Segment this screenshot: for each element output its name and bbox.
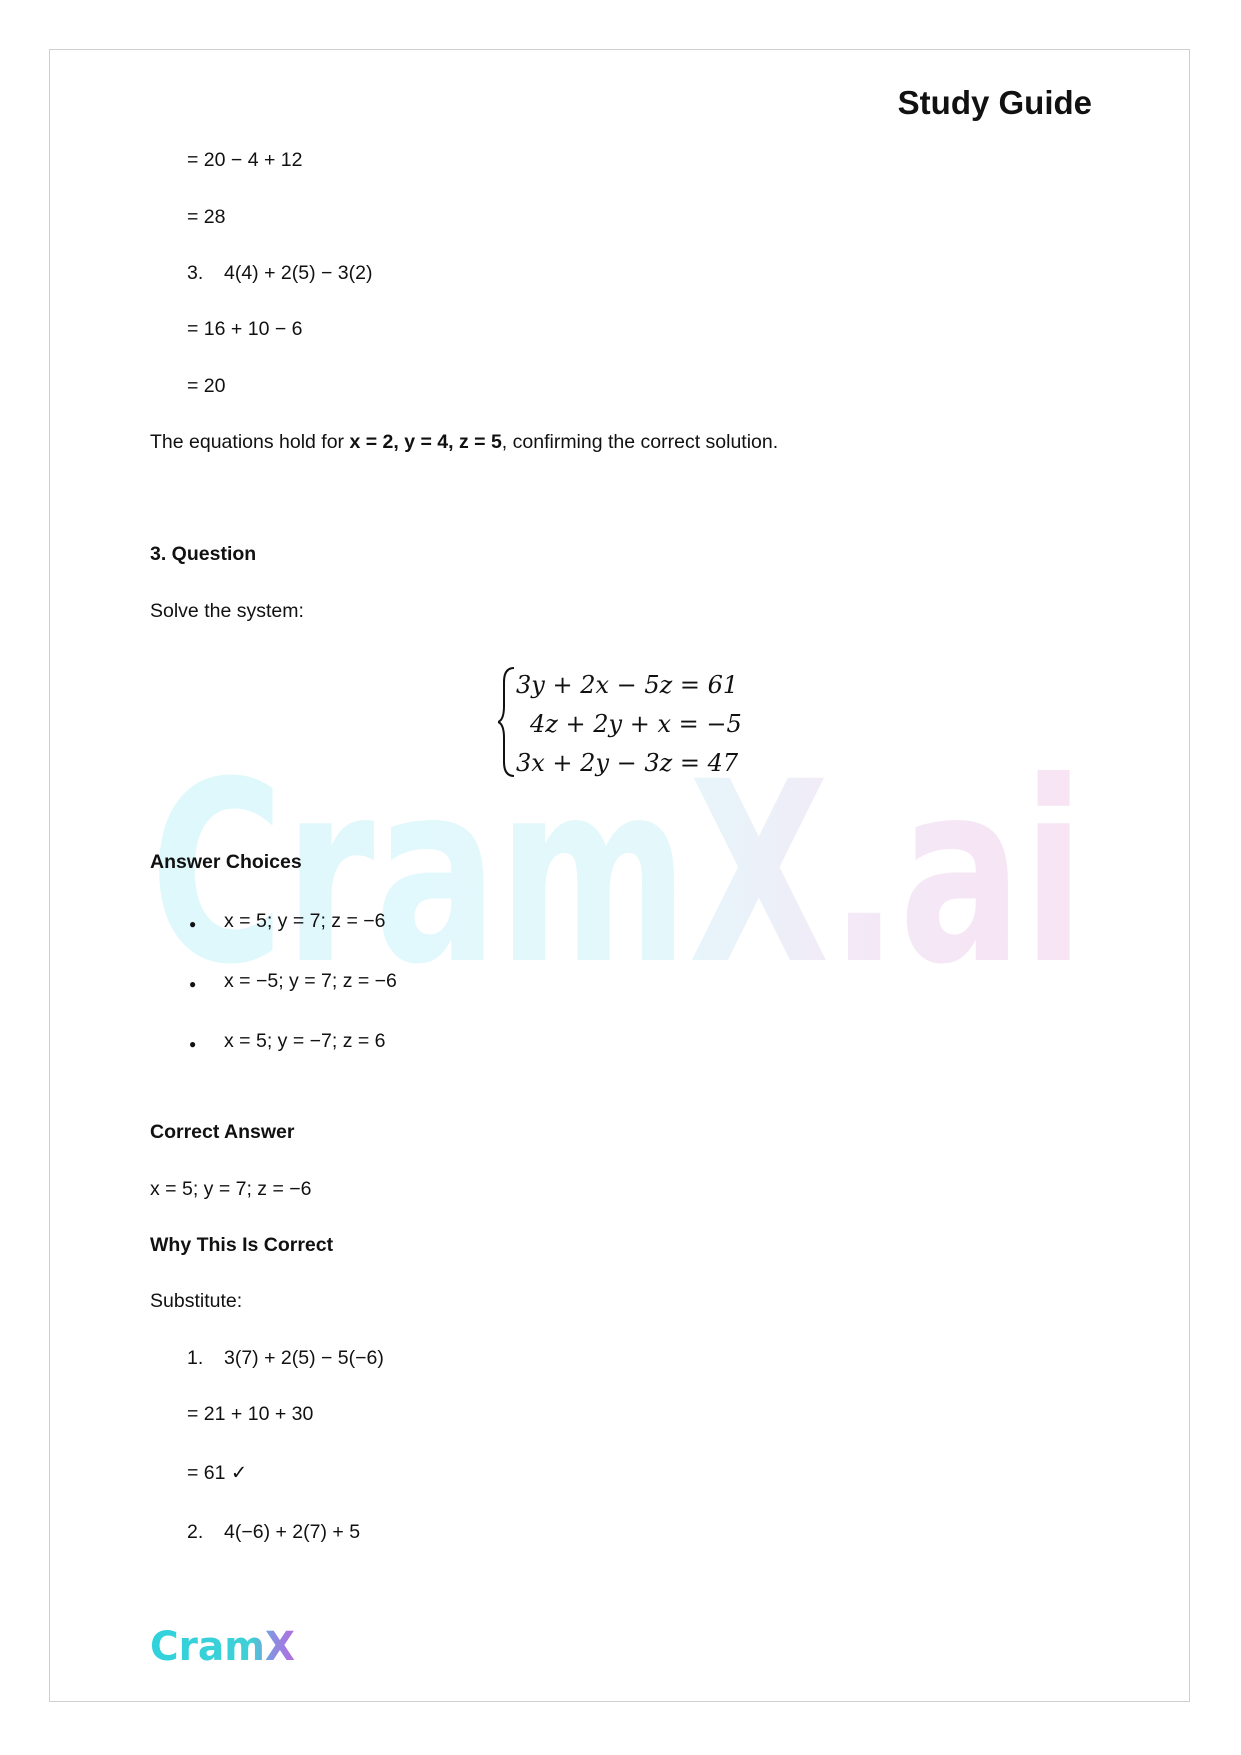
- conclusion-solution: x = 2, y = 4, z = 5: [349, 431, 502, 453]
- equation-3: 3x + 2y − 3z = 47: [516, 749, 739, 777]
- step-line: = 61 ✓: [187, 1462, 248, 1484]
- step-line: = 28: [187, 206, 226, 228]
- step-number: 3.: [187, 262, 204, 284]
- numbered-step: [187, 1347, 384, 1370]
- answer-choice: x = 5; y = 7; z = −6: [224, 910, 386, 932]
- bullet-icon: ●: [189, 917, 197, 931]
- svg-text:CramX: CramX: [150, 1624, 296, 1670]
- equation-2: 4z + 2y + x = −5: [530, 710, 742, 738]
- step-number: 1.: [187, 1347, 204, 1369]
- step-number: 2.: [187, 1521, 204, 1543]
- step-expression: 4(4) + 2(5) − 3(2): [224, 262, 373, 284]
- page-title: Study Guide: [897, 84, 1092, 121]
- step-line: = 20 − 4 + 12: [187, 149, 303, 171]
- question-prompt: Solve the system:: [150, 600, 304, 622]
- step-line: = 21 + 10 + 30: [187, 1403, 314, 1425]
- cramx-logo: [150, 1620, 300, 1670]
- step-expression: 4(−6) + 2(7) + 5: [224, 1521, 361, 1543]
- bullet-icon: ●: [189, 977, 197, 991]
- conclusion-post: , confirming the correct solution.: [501, 431, 779, 453]
- answer-choice: x = 5; y = −7; z = 6: [224, 1030, 386, 1052]
- explanation-heading: Why This Is Correct: [150, 1234, 334, 1256]
- equation-1: 3y + 2x − 5z = 61: [516, 671, 739, 699]
- explanation-intro: Substitute:: [150, 1290, 243, 1312]
- correct-answer-heading: Correct Answer: [150, 1121, 295, 1143]
- correct-answer-value: x = 5; y = 7; z = −6: [150, 1178, 312, 1200]
- conclusion-pre: The equations hold for: [150, 431, 350, 453]
- step-line: = 16 + 10 − 6: [187, 318, 303, 340]
- left-brace: [498, 668, 514, 776]
- equation-system: [498, 662, 748, 782]
- numbered-step: [187, 1521, 360, 1544]
- step-line: = 20: [187, 375, 226, 397]
- numbered-step: [187, 262, 372, 285]
- cramx-watermark: [150, 755, 1090, 995]
- conclusion-text: [150, 431, 778, 454]
- svg-text:CramX.ai: CramX.ai: [150, 755, 1085, 995]
- step-expression: 3(7) + 2(5) − 5(−6): [224, 1347, 384, 1369]
- question-heading: 3. Question: [150, 543, 257, 565]
- answer-choice: x = −5; y = 7; z = −6: [224, 970, 397, 992]
- bullet-icon: ●: [189, 1037, 197, 1051]
- answer-choices-heading: Answer Choices: [150, 851, 302, 873]
